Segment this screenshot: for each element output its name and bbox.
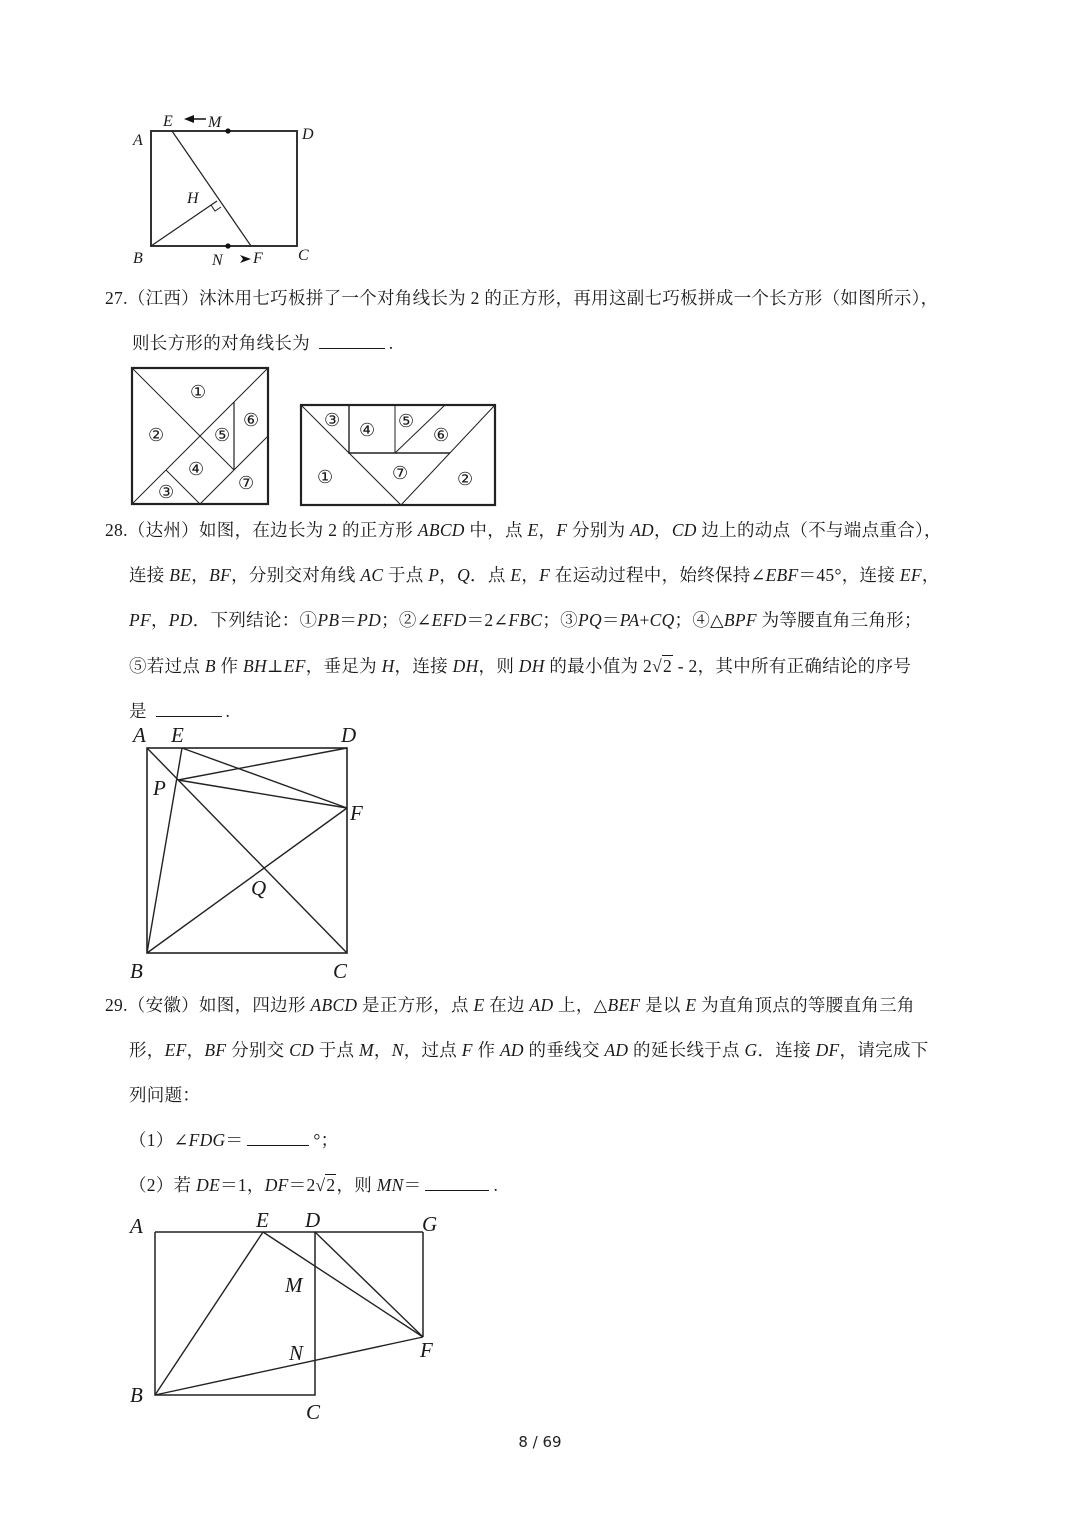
q28-l3-l: ；③ [542,610,578,630]
q29-s1-b: FDG [188,1130,226,1150]
label-M: M [285,1273,303,1297]
sqrt-radicand: 2 [663,656,673,676]
tangram-rect-piece-6: ⑥ [433,425,450,446]
label-G: G [422,1212,438,1236]
q29-l1-h: BEF [607,995,641,1015]
q28-l1-b: ABCD [417,520,465,540]
q28-l2-m: ， [521,565,540,585]
q28-l1-j: CD [671,520,697,540]
q28-l4-g: ，垂足为 [305,656,382,676]
q29-l1-c: 是正方形，点 [357,995,474,1015]
q29-l2-t: DF [815,1040,840,1060]
q28-l4-l: DH [518,656,545,676]
q28-source: （达州） [127,520,199,540]
label-F: F [350,801,363,825]
q29-l2-r: G [744,1040,758,1060]
q29-s1-d: °； [313,1130,339,1150]
q28-l1-d: E [527,520,539,540]
q29-l1-i: 是以 [640,995,686,1015]
q28-l3-g: PD [357,610,382,630]
tangram-rect-piece-2: ② [457,469,474,490]
q29-l1-g: 上，△ [553,995,608,1015]
q28-line-2 [129,562,940,587]
q28-l3-q: CQ [649,610,675,630]
tangram-sq-piece-7: ⑦ [238,473,255,494]
q28-l1-a: 如图，在边长为 2 的正方形 [198,520,418,540]
q29-l2-p: AD [604,1040,629,1060]
label-E: E [171,723,184,747]
q28-l3-t: 为等腰直角三角形； [756,610,922,630]
q28-l1-g: 分别为 [567,520,631,540]
q28-l3-s: BPF [723,610,757,630]
figure-q26-rectangle [120,100,340,275]
q29-l3: 列问题： [129,1085,201,1105]
tangram-rect-svg [299,403,497,507]
figure-q29-square [125,1205,455,1430]
q29-line-3 [129,1082,200,1107]
tangram-sq-piece-4: ④ [188,459,205,480]
q29-l1-e: 在边 [484,995,530,1015]
q29-1-answer-blank[interactable] [247,1129,309,1146]
tangram-sq-piece-5: ⑤ [214,425,231,446]
q29-figure-svg [125,1205,455,1430]
label-A: A [133,723,146,747]
q29-sub-2 [129,1172,498,1197]
q29-s2-c: ＝1， [220,1175,265,1195]
q29-l2-c: ， [186,1040,205,1060]
q29-l1-d: E [473,995,485,1015]
q29-l2-d: BF [204,1040,227,1060]
q28-l2-o: 在运动过程中，始终保持∠ [550,565,766,585]
q28-l5-a: 是 [129,701,147,721]
q29-s1-a: （1）∠ [129,1130,189,1150]
q29-l2-s: ．连接 [757,1040,816,1060]
q29-s1-c: ＝ [225,1130,244,1150]
label-A: A [130,1214,143,1238]
tangram-sq-piece-3: ③ [158,482,175,503]
q28-l1-f: F [556,520,568,540]
q28-l4-k: ，则 [478,656,519,676]
q28-l4-e: ⊥ [266,656,284,676]
q28-l2-b: BE [169,565,192,585]
q28-l3-k: FBC [508,610,543,630]
label-B: B [130,1383,143,1407]
q29-s2-j: . [493,1175,499,1195]
q28-line-4 [129,653,911,678]
tangram-rect-piece-7: ⑦ [392,463,409,484]
q28-l2-s: ， [921,565,940,585]
q29-l2-f: CD [289,1040,315,1060]
q28-l3-o: PA [619,610,640,630]
q29-s2-e: ＝2 [288,1175,316,1195]
q28-l3-d: ．下列结论：① [192,610,318,630]
q28-l2-e: ，分别交对角线 [231,565,361,585]
q29-l2-q: 的延长线于点 [628,1040,745,1060]
tangram-sq-piece-1: ① [190,382,207,403]
label-N: N [212,252,223,269]
q28-l1-k: 边上的动点（不与端点重合）， [696,520,942,540]
label-F: F [253,250,263,267]
label-D: D [302,126,314,143]
q28-l4-h: H [381,656,395,676]
q27-answer-blank[interactable] [319,332,385,349]
q29-sub-1 [129,1127,338,1152]
q27-number: 27. [105,288,128,308]
tangram-square-svg [130,366,270,506]
tangram-rect-piece-5: ⑤ [398,411,415,432]
q27-line-2 [132,330,393,355]
q28-sqrt [652,656,673,677]
q28-l4-f: EF [283,656,306,676]
q28-l3-j: ＝2∠ [466,610,509,630]
q28-l4-d: BH [243,656,267,676]
q28-l3-n: ＝ [601,610,620,630]
q29-s2-g: ，则 [336,1175,377,1195]
q28-l4-b: B [204,656,216,676]
q29-source: （安徽） [127,995,199,1015]
sqrt-sign: √ [652,656,662,676]
q29-l2-u: ，请完成下 [839,1040,929,1060]
q29-l1-b: ABCD [310,995,358,1015]
q29-l1-j: E [685,995,697,1015]
label-B: B [130,959,143,983]
q28-l2-k: ．点 [470,565,511,585]
label-D: D [341,723,357,747]
label-E: E [163,113,173,130]
q28-l2-c: ， [191,565,210,585]
q28-l2-n: F [539,565,551,585]
figure-q28-square [125,720,380,985]
label-C: C [306,1400,321,1424]
q28-l2-f: AC [360,565,384,585]
q29-number: 29. [105,995,128,1015]
q29-sqrt [316,1175,337,1196]
label-C: C [333,959,348,983]
q27-text-1: 沐沐用七巧板拼了一个对角线长为 2 的正方形，再用这副七巧板拼成一个长方形（如图所示）， [198,288,939,308]
label-Q: Q [251,876,267,900]
q28-l4-c: 作 [215,656,244,676]
q28-l5-b: . [225,701,231,721]
q28-l4-p: - 2，其中所有正确结论的序号 [673,656,912,676]
q28-l4-m: 的最小值为 2 [544,656,653,676]
q28-l1-i: ， [654,520,672,540]
q28-l3-h: ；②∠ [381,610,432,630]
tangram-rect-piece-1: ① [317,467,334,488]
q27-source: （江西） [127,288,199,308]
q28-l2-q: ＝45°，连接 [798,565,900,585]
q28-l2-r: EF [899,565,922,585]
q28-l3-e: PB [317,610,340,630]
q28-l3-m: PQ [577,610,602,630]
label-B: B [133,250,143,267]
q28-l1-h: AD [630,520,654,540]
q29-l2-h: M [359,1040,374,1060]
q28-l2-p: EBF [765,565,799,585]
q28-l3-c: PD [168,610,193,630]
q28-l4-i: ，连接 [394,656,453,676]
tangram-rect-piece-3: ③ [324,410,341,431]
page-number: 8 / 69 [518,1433,562,1451]
q29-line-1 [105,992,915,1017]
label-E: E [256,1208,269,1232]
q29-l2-b: EF [164,1040,187,1060]
q29-s2-d: DF [264,1175,289,1195]
label-N: N [289,1341,304,1365]
q29-l2-l: F [461,1040,473,1060]
tangram-rect-piece-4: ④ [359,420,376,441]
q28-l4-a: ⑤若过点 [129,656,205,676]
q28-l2-i: ， [439,565,458,585]
q29-l1-f: AD [529,995,554,1015]
q28-line-1 [105,517,942,542]
tangram-sq-piece-2: ② [148,425,165,446]
label-P: P [153,776,166,800]
q28-answer-blank[interactable] [156,700,222,717]
q28-l2-g: 于点 [383,565,429,585]
label-F: F [420,1338,433,1362]
figure-q26-svg [120,100,340,275]
q27-period: . [388,333,394,353]
q28-line-3 [129,607,922,632]
q29-l2-g: 于点 [314,1040,360,1060]
q28-l3-p: + [639,610,650,630]
q29-l2-o: 的垂线交 [523,1040,605,1060]
q29-s2-a: （2）若 [129,1175,197,1195]
q29-l2-n: AD [499,1040,524,1060]
q28-l2-j: Q [457,565,471,585]
q29-l2-i: ， [373,1040,392,1060]
q29-l2-a: 形， [129,1040,165,1060]
q28-figure-svg [125,720,380,985]
q29-l1-a: 如图，四边形 [198,995,311,1015]
figure-q27-tangram-square [130,366,270,506]
q28-l1-c: 中，点 [464,520,528,540]
q27-line-1 [105,285,938,310]
q29-l2-e: 分别交 [226,1040,290,1060]
q27-text-2: 则长方形的对角线长为 [132,333,310,353]
tangram-sq-piece-6: ⑥ [243,410,260,431]
sqrt-radicand: 2 [326,1175,336,1195]
q29-l1-k: 为直角顶点的等腰直角三角 [696,995,915,1015]
q29-l2-j: N [391,1040,404,1060]
q28-l1-e: ， [538,520,557,540]
q29-s2-b: DE [196,1175,221,1195]
label-A: A [133,132,143,149]
q29-l2-m: 作 [472,1040,500,1060]
q28-l2-l: E [510,565,522,585]
q28-l2-a: 连接 [129,565,170,585]
sqrt-sign: √ [315,1175,326,1195]
q28-l3-i: EFD [431,610,467,630]
q28-l2-h: P [428,565,440,585]
q28-number: 28. [105,520,128,540]
q29-2-answer-blank[interactable] [425,1174,489,1191]
q29-line-2 [129,1037,929,1062]
q28-l4-j: DH [452,656,479,676]
q28-l3-a: PF [129,610,151,630]
q28-l3-f: ＝ [339,610,358,630]
label-D: D [305,1208,321,1232]
label-C: C [298,247,309,264]
q29-l2-k: ，过点 [403,1040,462,1060]
figure-q27-tangram-rectangle [299,403,497,507]
q28-l2-d: BF [209,565,232,585]
label-M: M [208,114,222,131]
q28-l3-r: ；④△ [674,610,724,630]
label-H: H [187,190,199,207]
q28-l3-b: ， [150,610,169,630]
q29-s2-i: ＝ [403,1175,422,1195]
q29-s2-h: MN [376,1175,404,1195]
